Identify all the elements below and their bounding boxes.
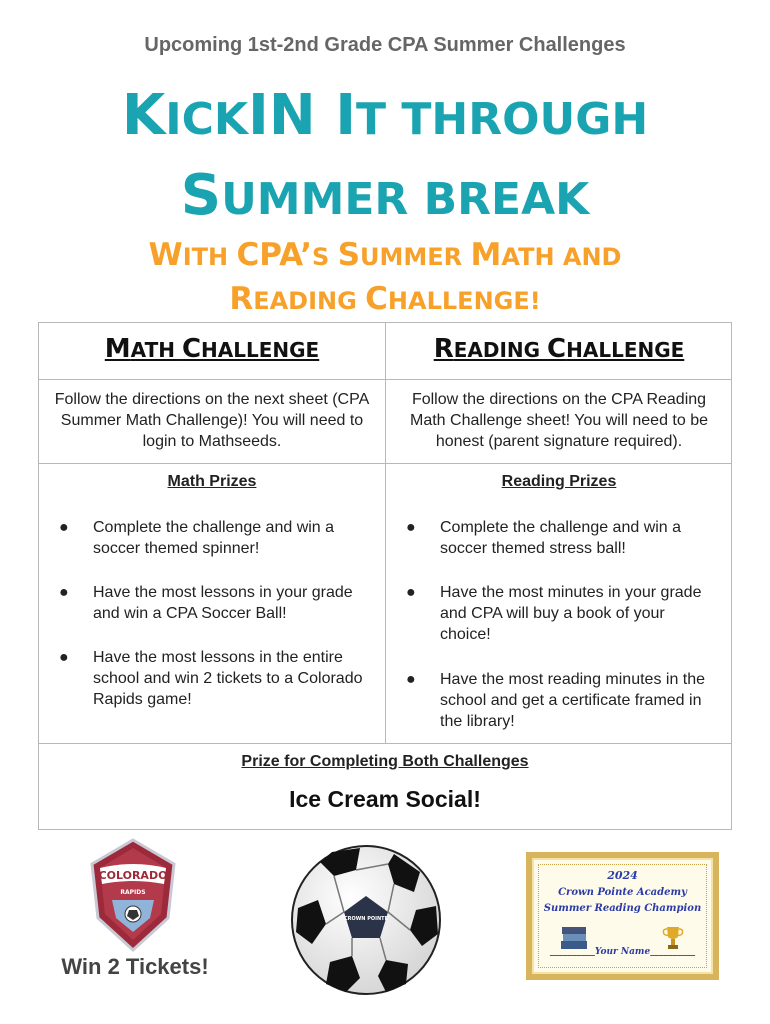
main-title-line-1: KICKIN IT THROUGH	[121, 83, 649, 148]
bullet-icon: ●	[406, 584, 416, 601]
logo-subtext: RAPIDS	[120, 889, 146, 896]
subtitle-line-2: READING CHALLENGE!	[229, 281, 541, 317]
bullet-icon: ●	[59, 519, 69, 536]
certificate-border	[538, 864, 707, 968]
soccer-ball-image	[290, 844, 442, 996]
certificate-year: 2024	[607, 869, 638, 882]
subtitle-line-1: WITH CPA’S SUMMER MATH AND	[148, 237, 622, 273]
row-divider	[39, 379, 731, 380]
math-directions: Follow the directions on the next sheet (CPA Summer Math Challenge)! You will need to login to Mathseeds.	[54, 391, 370, 450]
list-item: ● Complete the challenge and win a soccer themed spinner!	[59, 519, 335, 557]
row-divider	[39, 463, 731, 464]
list-item: ● Complete the challenge and win a soccer themed stress ball!	[406, 519, 682, 557]
list-item: ● Have the most minutes in your grade and CPA will buy a book of your choice!	[406, 584, 702, 643]
challenge-table	[38, 322, 732, 830]
reading-challenge-heading: READING CHALLENGE	[433, 334, 685, 364]
math-challenge-heading: MATH CHALLENGE	[104, 334, 320, 364]
row-divider	[39, 743, 731, 744]
both-challenges-prize: Ice Cream Social!	[289, 786, 481, 812]
main-title-line-2: SUMMER BREAK	[180, 163, 590, 228]
win-tickets-text: Win 2 Tickets!	[61, 954, 209, 979]
reading-prizes-heading: Reading Prizes	[501, 473, 617, 490]
list-item: ● Have the most lessons in your grade and win a CPA Soccer Ball!	[59, 584, 353, 622]
bullet-icon: ●	[59, 649, 69, 666]
logo-text: COLORADO	[98, 869, 168, 882]
bullet-icon: ●	[406, 519, 416, 536]
ball-badge-text: CROWN POINTE	[344, 916, 388, 922]
certificate-name-line: __________Your Name__________	[549, 947, 696, 957]
list-item: ● Have the most reading minutes in the school and get a certificate framed in the library!	[406, 671, 706, 730]
colorado-rapids-logo	[88, 838, 178, 954]
bullet-icon: ●	[406, 671, 416, 688]
math-prizes-heading: Math Prizes	[167, 473, 257, 490]
page-header: Upcoming 1st-2nd Grade CPA Summer Challenges	[144, 34, 626, 56]
both-challenges-heading: Prize for Completing Both Challenges	[241, 753, 529, 770]
certificate-award: Summer Reading Champion	[543, 903, 702, 914]
reading-directions: Follow the directions on the CPA Reading Math Challenge sheet! You will need to be honest (parent signature required).	[410, 391, 708, 450]
reading-champion-certificate	[526, 852, 719, 980]
list-item: ● Have the most lessons in the entire school and win 2 tickets to a Colorado Rapids game!	[59, 649, 363, 708]
certificate-school: Crown Pointe Academy	[558, 887, 687, 898]
bullet-icon: ●	[59, 584, 69, 601]
